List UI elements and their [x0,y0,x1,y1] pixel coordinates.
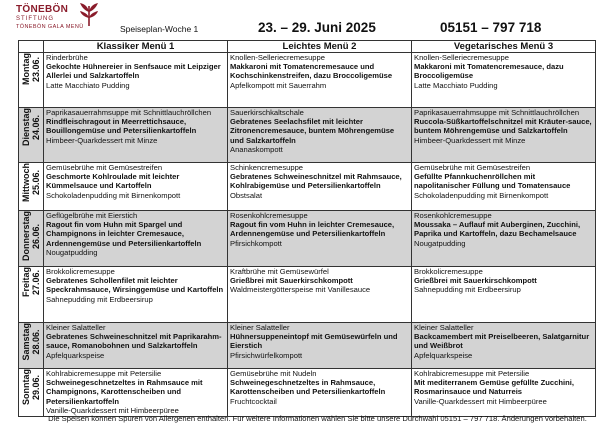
menu-main: Ragout fin vom Huhn in leichter Cremesauce, Ardennengemüse und Petersilienkartoffeln [230,220,395,239]
menu-dessert: Ananaskompott [230,144,283,154]
day-row [19,108,596,163]
menu-header-row [19,41,596,53]
menu-main: Mit mediterranem Gemüse gefüllte Zucchini, Rosmarinsauce und Naturreis [414,378,574,397]
menu-dessert: Apfelquarkspeise [414,350,473,360]
menu-main: Grießbrei mit Sauerkirschkompott [230,276,353,286]
menu-dessert: Waldmeistergötterspeise mit Vanillesauce [230,285,371,295]
day-name: Montag [21,53,31,85]
menu-dessert: Schokoladenpudding mit Birnenkompott [46,190,181,200]
menu-cell [228,267,412,323]
menu-starter: Rinderbrühe [46,53,88,62]
day-row [19,267,596,323]
menu-cell [228,163,412,211]
menu-dessert: Sahnepudding mit Erdbeersirup [414,285,521,295]
logo-tagline: TÖNEBÖN GALA MENÜ [16,24,84,30]
menu-dessert: Vanille-Quarkdessert mit Himbeerpüree [414,396,547,406]
menu-starter: Rosenkohlcremesuppe [230,211,308,220]
menu-cell [412,211,596,267]
day-label [21,108,41,146]
day-row [19,211,596,267]
menu-starter: Paprikasauerrahmsuppe mit Schnittlauchröllchen [414,108,580,117]
menu-cell [44,369,228,417]
menu-starter: Knollen-Selleriecremesuppe [230,53,325,62]
day-cell [19,108,44,163]
menu-dessert: Nougatpudding [46,247,98,257]
day-name: Samstag [21,323,31,361]
menu-cell [228,53,412,108]
day-label [21,163,41,202]
corner-cell [19,41,44,53]
menu-starter: Geflügelbrühe mit Eierstich [46,211,138,220]
day-name: Dienstag [21,108,31,147]
day-cell [19,369,44,417]
menu-main: Hühnersuppeneintopf mit Gemüsewürfeln und Eierstich [230,332,398,351]
day-date: 27.06. [31,269,41,295]
day-row [19,53,596,108]
day-date: 29.06. [31,374,41,400]
menu-starter: Schinkencremesuppe [230,163,304,172]
day-date: 26.06. [31,223,41,249]
menu-dessert: Himbeer-Quarkdessert mit Minze [414,135,526,145]
menu-main: Ruccola-Süßkartoffelschnitzel mit Kräuter-sauce, buntem Möhrengemüse und Salzkartoffeln [414,117,592,136]
column-header-menu-2: Leichtes Menü 2 [228,41,412,53]
logo-subtitle: STIFTUNG [16,16,54,22]
menu-starter: Kleiner Salatteller [46,323,106,333]
menu-main: Gebratenes Schweineschnitzel mit Paprikarahm-sauce, Romanobohnen und Salzkartoffeln [46,332,222,351]
menu-dessert: Schokoladenpudding mit Birnenkompott [414,190,549,200]
menu-dessert: Pfirsichwürfelkompott [230,350,303,360]
menu-dessert: Obstsalat [230,190,263,200]
menu-starter: Kleiner Salatteller [230,323,290,333]
menu-starter: Gemüsebrühe mit Gemüsestreifen [414,163,531,172]
day-label [21,323,41,361]
menu-main: Moussaka – Auflauf mit Auberginen, Zucchini, Paprika und Kartoffeln, dazu Bechamelsauce [414,220,581,239]
menu-dessert: Apfelquarkspeise [46,350,105,360]
menu-main: Gebratenes Seelachsfilet mit leichter Zitronencremesauce, buntem Möhrengemüse und Salzkartoffeln [230,117,395,145]
day-cell [19,53,44,108]
day-label [21,369,41,405]
menu-cell [44,53,228,108]
menu-starter: Kleiner Salatteller [414,323,474,333]
day-cell [19,267,44,323]
day-cell [19,211,44,267]
menu-dessert: Pfirsichkompott [230,238,282,248]
day-label [21,211,41,261]
day-cell [19,163,44,211]
day-date: 24.06. [31,114,41,140]
page-header [0,0,611,40]
menu-starter: Brokkolicremesuppe [414,267,483,277]
day-name: Donnerstag [21,211,31,262]
menu-main: Gefüllte Pfannkuchenröllchen mit napolitanischer Füllung und Tomatensauce [414,172,571,191]
date-range: 23. – 29. Juni 2025 [258,20,376,35]
menu-main: Geschmorte Kohlroulade mit leichter Kümmelsauce und Kartoffeln [46,172,180,191]
menu-starter: Knollen-Selleriecremesuppe [414,53,509,62]
menu-main: Grießbrei mit Sauerkirschkompott [414,276,537,286]
menu-starter: Kohlrabicremesuppe mit Petersilie [46,369,162,379]
menu-dessert: Apfelkompott mit Sauerrahm [230,80,327,90]
menu-starter: Gemüsebrühe mit Gemüsestreifen [46,163,163,172]
menu-cell [412,369,596,417]
day-row [19,323,596,369]
day-label [21,267,41,297]
menu-dessert: Himbeer-Quarkdessert mit Minze [46,135,158,145]
day-row [19,163,596,211]
day-label [21,53,41,85]
menu-dessert: Sahnepudding mit Erdbeersirup [46,294,153,304]
menu-main: Gekochte Hühnereier in Senfsauce mit Leipziger Allerlei und Salzkartoffeln [46,62,221,81]
menu-main: Schweinegeschnetzeltes in Rahmsauce, Karottenscheiben und Petersilienkartoffeln [230,378,386,397]
flower-logo-icon [78,2,100,28]
phone-number: 05151 – 797 718 [440,20,542,35]
day-date: 25.06. [31,169,41,196]
column-header-menu-3: Vegetarisches Menü 3 [412,41,596,53]
menu-dessert: Fruchtcocktail [230,396,277,406]
day-date: 28.06. [31,329,41,355]
menu-main: Backcamembert mit Preiselbeeren, Salatgarnitur und Weißbrot [414,332,590,351]
day-row [19,369,596,417]
menu-starter: Paprikasauerrahmsuppe mit Schnittlauchröllchen [46,108,212,117]
menu-cell [44,163,228,211]
allergen-notice: Die Speisen können Spuren von Allergenen enthalten. Für weitere Informationen wählen Sie bitte unsere Durchwahl 05151 – 797 718. Änderungen vorbehalten. [48,414,587,423]
menu-main: Rindfleischragout in Meerrettichsauce, Bouillongemüse und Petersilienkartoffeln [46,117,197,136]
menu-cell [44,267,228,323]
menu-cell [412,163,596,211]
menu-starter: Kraftbrühe mit Gemüsewürfel [230,267,329,277]
menu-cell [412,53,596,108]
day-name: Sonntag [21,369,31,406]
menu-starter: Brokkolicremesuppe [46,267,115,277]
menu-cell [412,267,596,323]
menu-dessert: Nougatpudding [414,238,466,248]
menu-main: Makkaroni mit Tomatencremesauce und Kochschinkenstreifen, dazu Broccoligemüse [230,62,393,81]
menu-main: Makkaroni mit Tomatencremesauce, dazu Broccoligemüse [414,62,564,81]
day-name: Freitag [21,267,31,298]
plan-label: Speiseplan-Woche 1 [120,24,199,34]
menu-main: Schweinegeschnetzeltes in Rahmsauce mit Champignons, Karottenscheiben und Petersilienkartoffeln [46,378,203,406]
menu-cell [44,211,228,267]
menu-cell [44,323,228,369]
menu-dessert: Latte Macchiato Pudding [46,80,130,90]
menu-cell [228,211,412,267]
logo-title: TÖNEBÖN [16,4,69,15]
menu-table [18,40,596,417]
menu-cell [412,108,596,163]
menu-cell [228,323,412,369]
menu-starter: Rosenkohlcremesuppe [414,211,492,220]
day-name: Mittwoch [21,163,31,202]
day-date: 23.06. [31,56,41,82]
menu-starter: Sauerkirschkaltschale [230,108,304,117]
menu-cell [412,323,596,369]
logo [4,2,114,38]
menu-main: Gebratenes Schweineschnitzel mit Rahmsauce, Kohlrabigemüse und Petersilienkartoffeln [230,172,402,191]
menu-cell [44,108,228,163]
menu-cell [228,108,412,163]
menu-main: Ragout fin vom Huhn mit Spargel und Champignons in leichter Cremesauce, Ardennengemüse und Petersilienkartoffeln [46,220,202,248]
menu-starter: Gemüsebrühe mit Nudeln [230,369,317,379]
menu-main: Gebratenes Schollenfilet mit leichter Speckrahmsauce, Wirsinggemüse und Kartoffeln [46,276,224,295]
day-cell [19,323,44,369]
menu-dessert: Vanille-Quarkdessert mit Himbeerpüree [46,405,179,415]
column-header-menu-1: Klassiker Menü 1 [44,41,228,53]
menu-dessert: Latte Macchiato Pudding [414,80,498,90]
menu-cell [228,369,412,417]
menu-starter: Kohlrabicremesuppe mit Petersilie [414,369,530,379]
